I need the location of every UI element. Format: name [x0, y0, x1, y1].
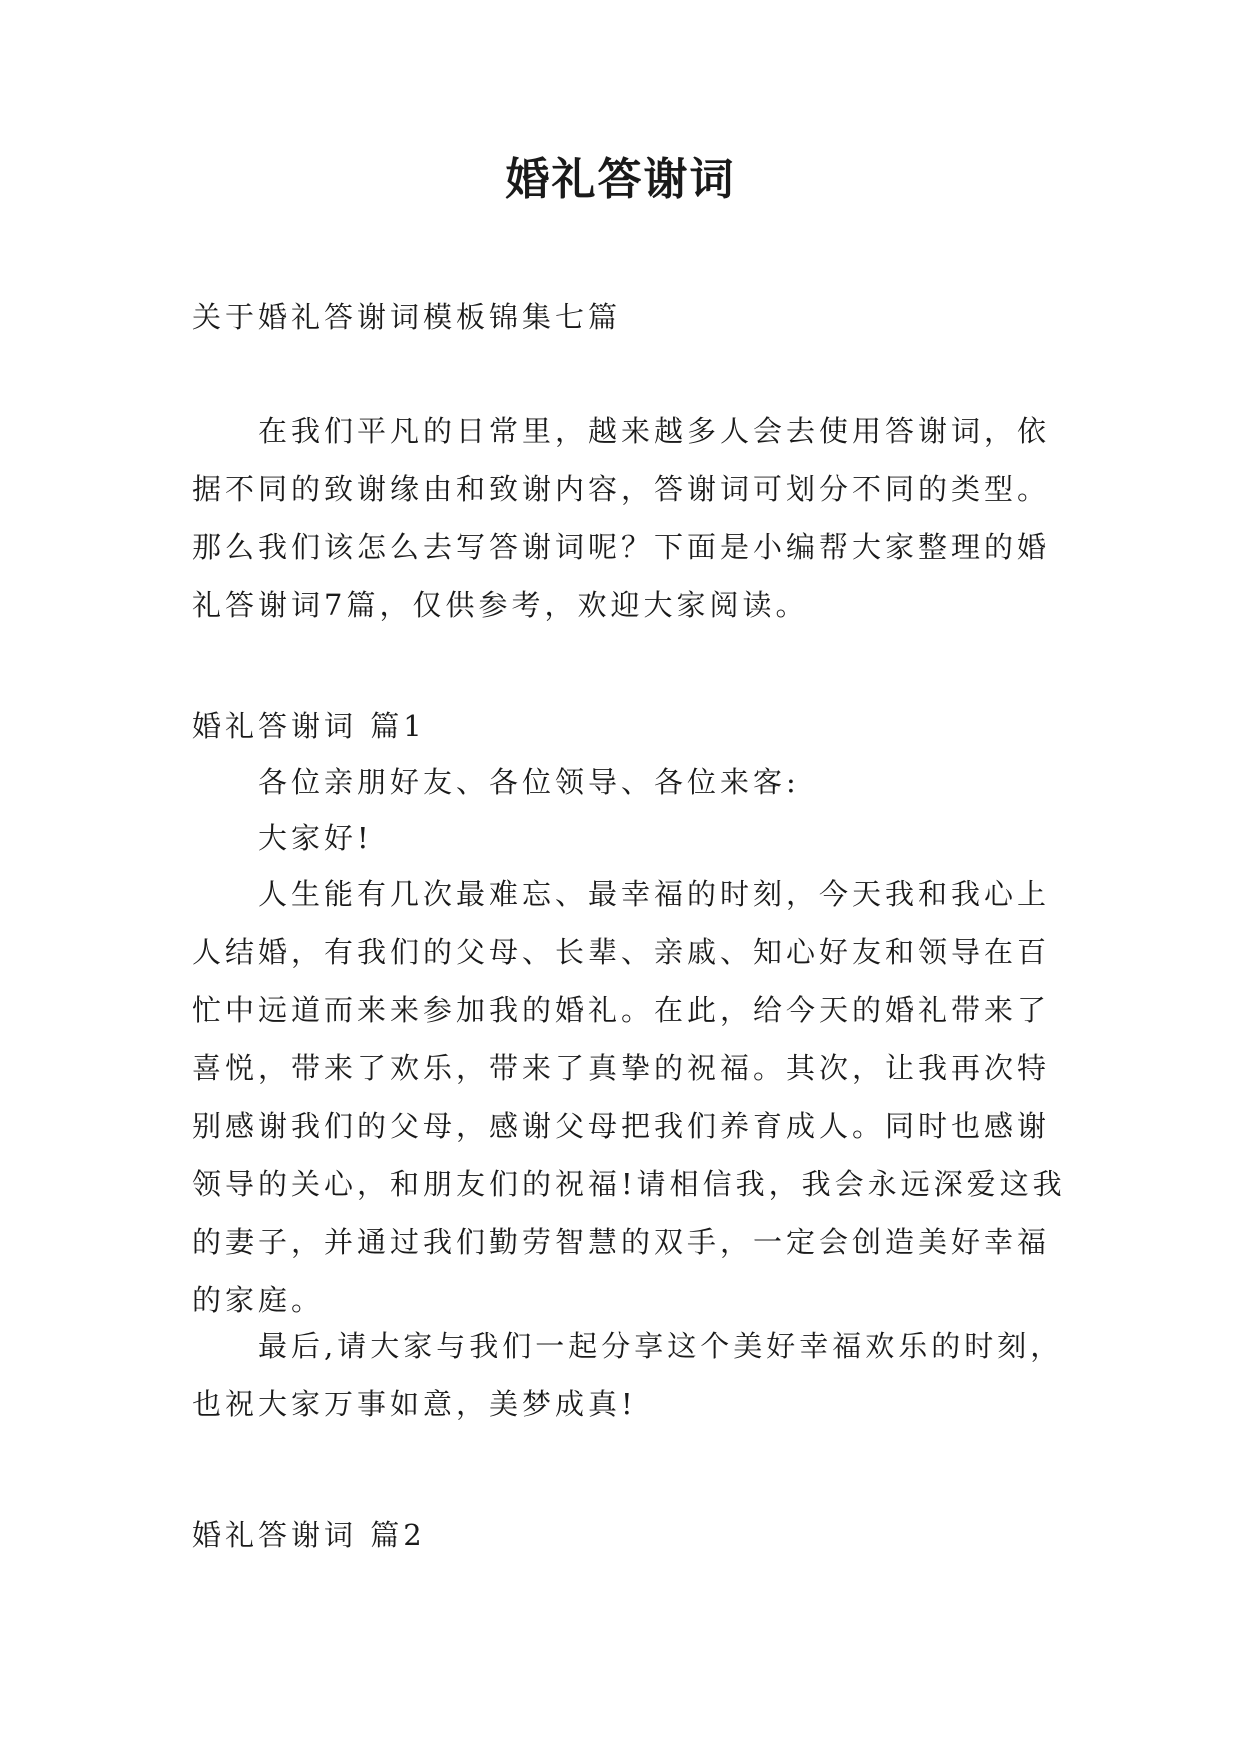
document-title: 婚礼答谢词 — [505, 154, 736, 205]
document-subtitle: 关于婚礼答谢词模板锦集七篇 — [192, 300, 622, 334]
section-1-closing-paragraph: 最后,请大家与我们一起分享这个美好幸福欢乐的时刻，也祝大家万事如意，美梦成真! — [192, 1329, 1064, 1421]
section-1-hello: 大家好! — [258, 821, 373, 855]
intro-paragraph: 在我们平凡的日常里，越来越多人会去使用答谢词，依据不同的致谢缘由和致谢内容，答谢词可划分不同的类型。那么我们该怎么去写答谢词呢？下面是小编帮大家整理的婚礼答谢词7篇，仅供参考，欢迎大家阅读。 — [192, 414, 1051, 622]
section-1-greeting: 各位亲朋好友、各位领导、各位来客: — [258, 765, 800, 799]
section-1-body-paragraph: 人生能有几次最难忘、最幸福的时刻，今天我和我心上人结婚，有我们的父母、长辈、亲戚、知心好友和领导在百忙中远道而来来参加我的婚礼。在此，给今天的婚礼带来了喜悦，带来了欢乐，带来了真挚的祝福。其次，让我再次特别感谢我们的父母，感谢父母把我们养育成人。同时也感谢领导的关心，和朋友们的祝福!请相信我，我会永远深爱这我的妻子，并通过我们勤劳智慧的双手，一定会创造美好幸福的家庭。 — [192, 877, 1066, 1317]
section-heading-1: 婚礼答谢词 篇1 — [192, 709, 426, 743]
section-heading-2: 婚礼答谢词 篇2 — [192, 1518, 426, 1552]
